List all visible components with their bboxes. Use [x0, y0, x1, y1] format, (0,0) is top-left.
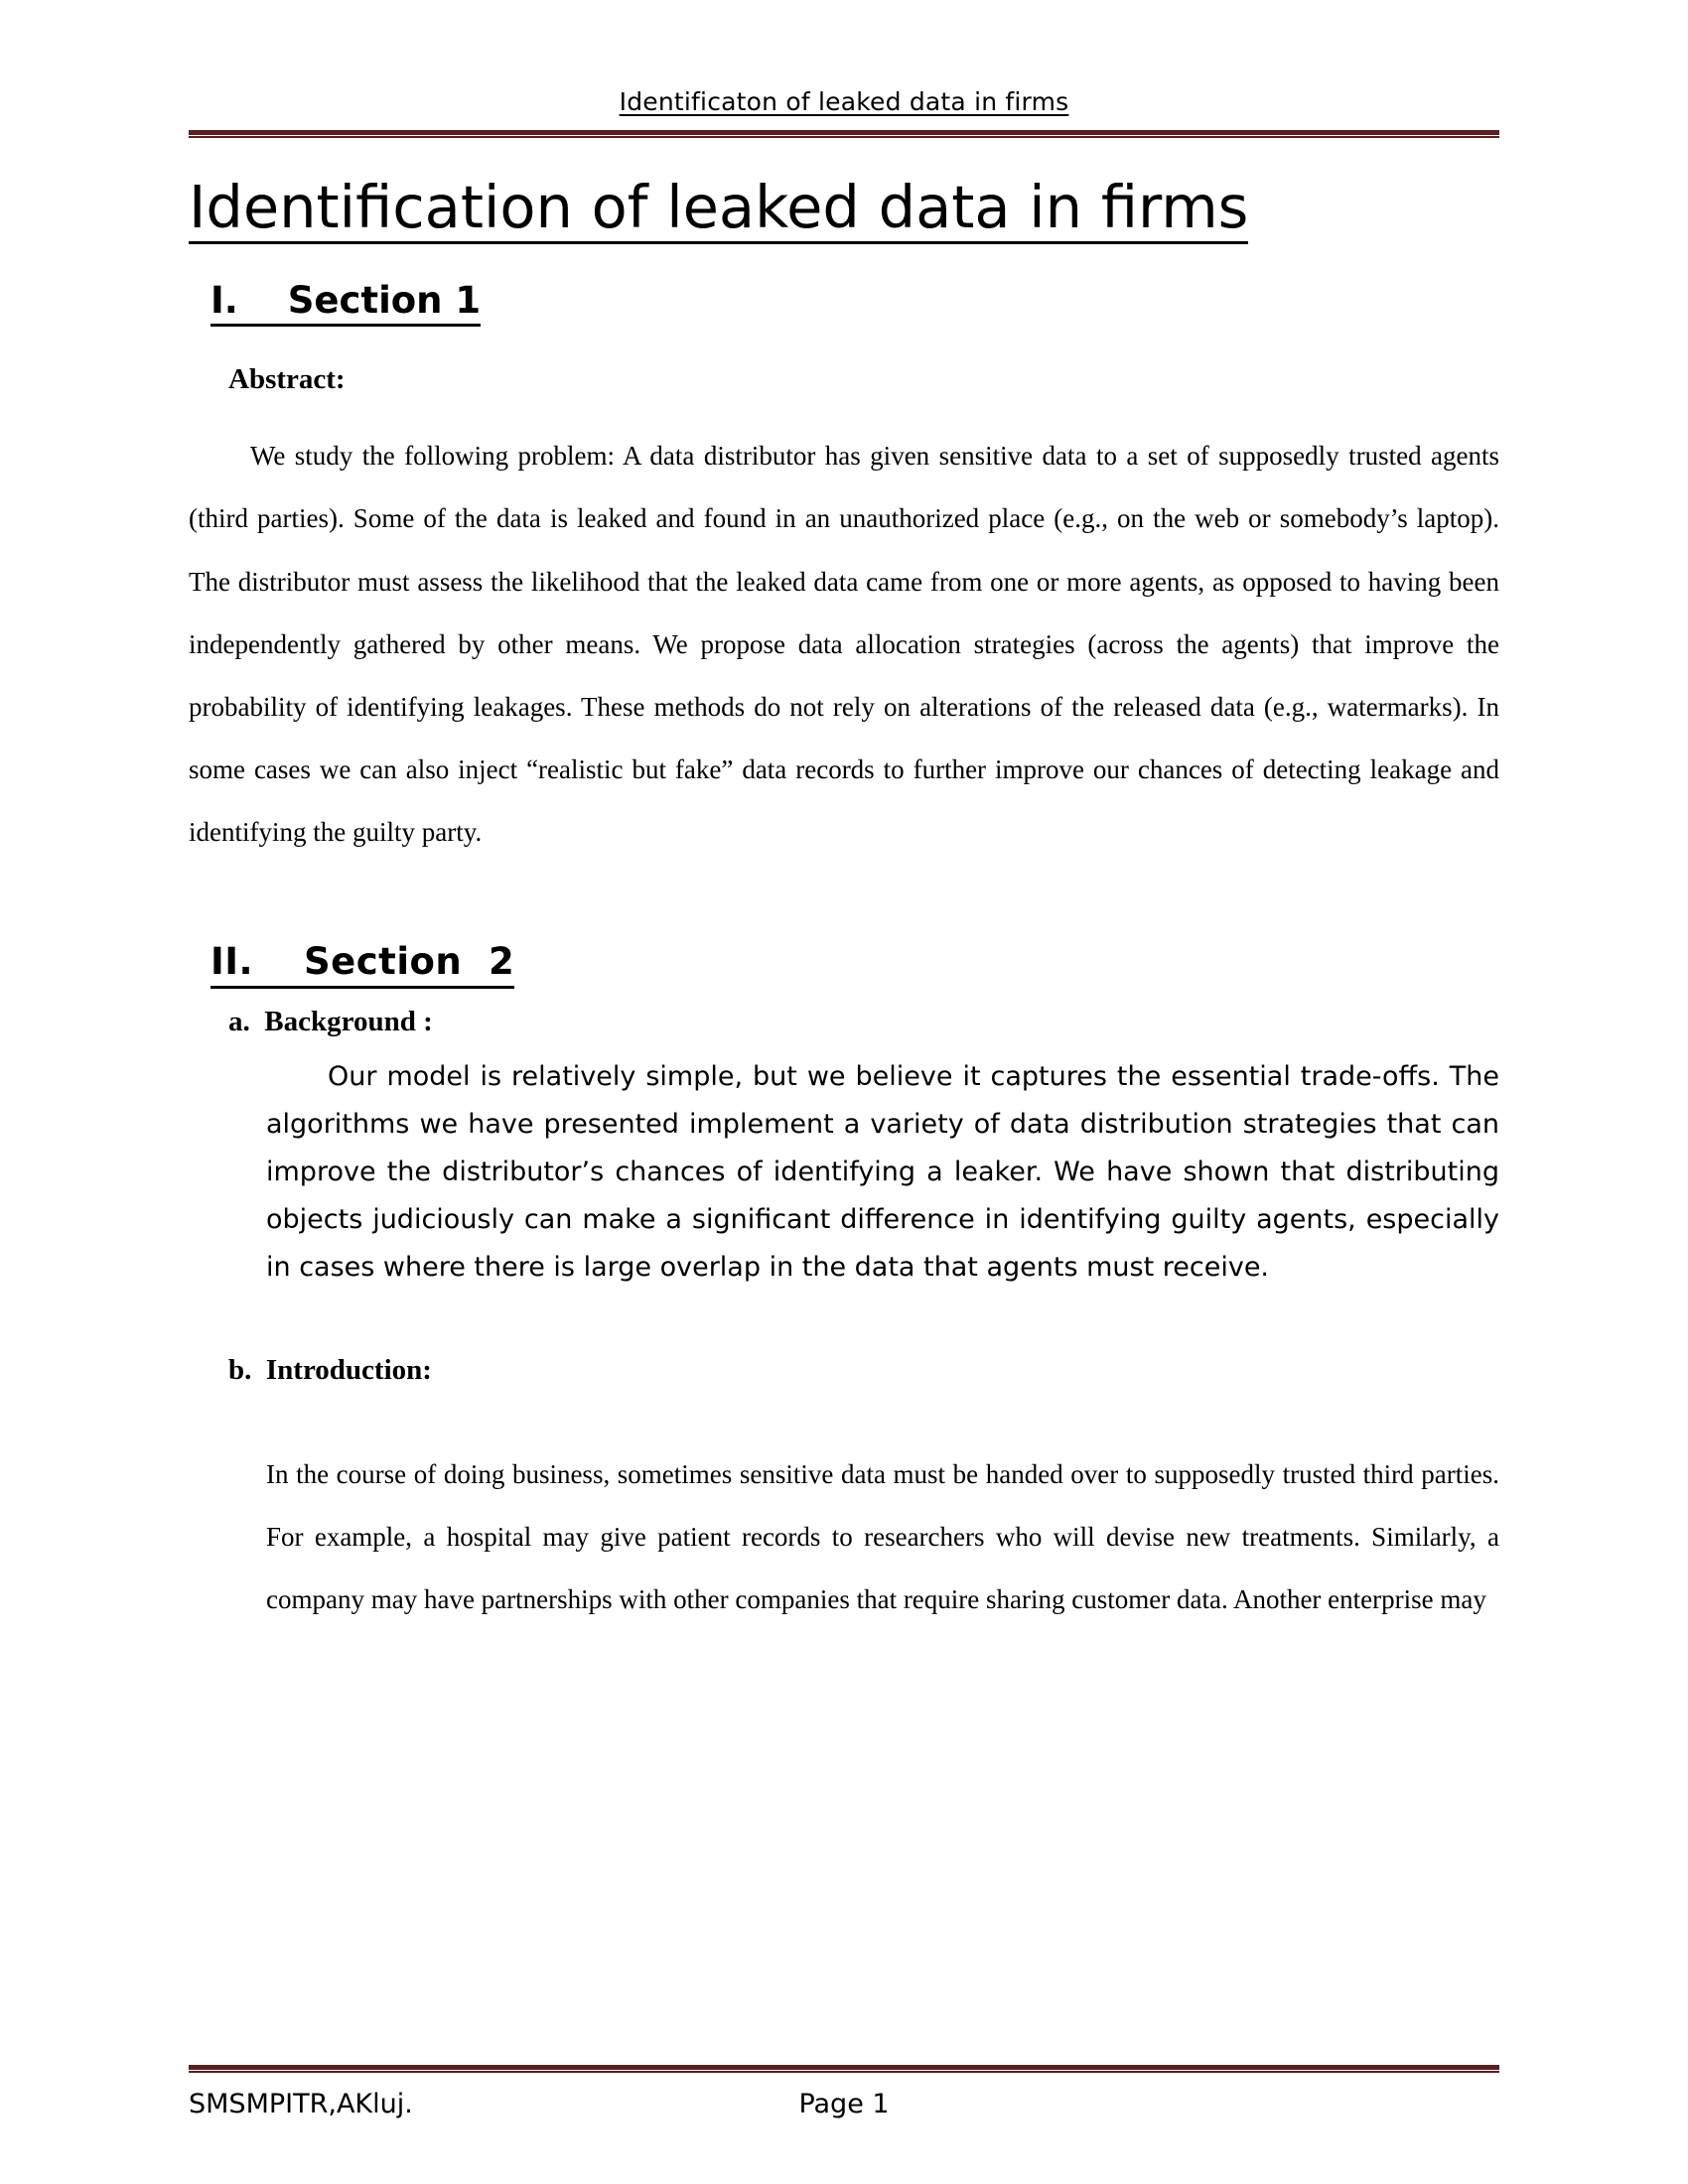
abstract-block: [228, 362, 1499, 397]
background-paragraph-wrap: [266, 1053, 1499, 1292]
abstract-paragraph-wrap: [189, 425, 1499, 864]
page-header: [189, 87, 1499, 116]
header-divider-rule: [189, 130, 1499, 138]
header-rule-thin-bar: [189, 136, 1499, 138]
introduction-block: [228, 1353, 1499, 1388]
section-heading-1: I. Section 1: [211, 280, 481, 328]
abstract-paragraph: We study the following problem: A data distributor has given sensitive data to a set of supposedly trusted agents (third parties). Some of the data is leaked and found in an unauthorized place (e.g., on the web or somebody’s laptop). The distributor must assess the likelihood that the leaked data came from one or more agents, as opposed to having been independently gathered by other means. We propose data allocation strategies (across the agents) that improve the probability of identifying leakages. These methods do not rely on alterations of the released data (e.g., watermarks). In some cases we can also inject “realistic but fake” data records to further improve our chances of detecting leakage and identifying the guilty party.: [189, 441, 1499, 848]
background-label: a. Background :: [228, 1006, 433, 1038]
introduction-paragraph-wrap: [266, 1443, 1499, 1632]
abstract-label: Abstract:: [228, 363, 346, 396]
background-paragraph: Our model is relatively simple, but we believe it captures the essential trade-offs. The algorithms we have presented implement a variety of data distribution strategies that can improve the distributor’s chances of identifying a leaker. We have shown that distributing objects judiciously can make a significant difference in identifying guilty agents, especially in cases where there is large overlap in the data that agents must receive.: [266, 1060, 1499, 1284]
background-block: [228, 1005, 1499, 1039]
footer-organization: SMSMPITR,AKluj.: [189, 2089, 413, 2119]
introduction-paragraph: In the course of doing business, sometimes sensitive data must be handed over to supposedly trusted third parties. For example, a hospital may give patient records to researchers who will devise new treatments. Similarly, a company may have partnerships with other companies that require sharing customer data. Another enterprise may: [266, 1458, 1499, 1615]
section-block-1: [211, 280, 1499, 328]
introduction-label: b. Introduction:: [228, 1354, 432, 1387]
section-heading-2: II. Section 2: [211, 941, 514, 989]
footer-divider-rule: [189, 2065, 1499, 2073]
page-title: Identification of leaked data in firms: [189, 177, 1248, 244]
running-header-title: Identificaton of leaked data in firms: [619, 87, 1069, 116]
page-footer: [189, 2089, 1499, 2128]
document-body: [189, 173, 1499, 1631]
section-block-2: [211, 941, 1499, 989]
footer-rule-thin-bar: [189, 2071, 1499, 2073]
footer-page-number: Page 1: [798, 2089, 890, 2119]
